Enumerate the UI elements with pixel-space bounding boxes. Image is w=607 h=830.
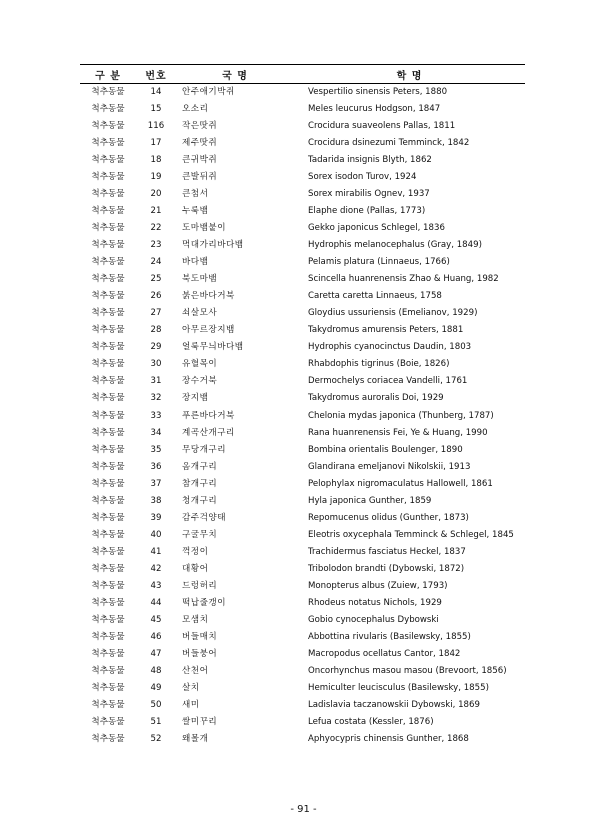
row-scientific-name: Hydrophis melanocephalus (Gray, 1849) [308, 240, 482, 251]
row-number: 29 [150, 342, 162, 353]
table-row [80, 731, 525, 748]
page-number: - 91 - [290, 804, 317, 815]
row-number: 21 [150, 206, 162, 217]
row-number: 52 [150, 733, 162, 744]
table-row [80, 560, 525, 577]
table-row [80, 237, 525, 254]
row-number: 33 [150, 410, 162, 421]
row-category: 척추동물 [91, 648, 125, 659]
row-number: 45 [150, 614, 162, 625]
row-scientific-name: Sorex mirabilis Ognev, 1937 [308, 189, 430, 200]
row-korean-name: 안주애기박쥐 [182, 87, 235, 98]
row-category: 척추동물 [91, 716, 125, 727]
header-scientific-name: 학 명 [294, 65, 525, 84]
row-scientific-name: Rhabdophis tigrinus (Boie, 1826) [308, 359, 450, 370]
row-number: 42 [150, 563, 162, 574]
row-number: 20 [150, 189, 162, 200]
row-scientific-name: Vespertilio sinensis Peters, 1880 [308, 87, 448, 98]
row-category: 척추동물 [91, 172, 125, 183]
row-korean-name: 먹대가리바다뱀 [182, 240, 244, 251]
row-korean-name: 장지뱀 [182, 393, 209, 404]
row-korean-name: 계곡산개구리 [182, 427, 235, 438]
species-table [80, 64, 525, 748]
row-scientific-name: Lefua costata (Kessler, 1876) [308, 716, 434, 727]
row-scientific-name: Takydromus auroralis Doi, 1929 [308, 393, 444, 404]
row-number: 51 [150, 716, 162, 727]
row-number: 35 [150, 444, 162, 455]
table-row [80, 714, 525, 731]
row-korean-name: 얼룩무늬바다뱀 [182, 342, 244, 353]
row-scientific-name: Chelonia mydas japonica (Thunberg, 1787) [308, 410, 494, 421]
row-scientific-name: Caretta caretta Linnaeus, 1758 [308, 291, 442, 302]
row-korean-name: 붉은바다거북 [182, 291, 235, 302]
table-row [80, 577, 525, 594]
table-row [80, 390, 525, 407]
row-category: 척추동물 [91, 274, 125, 285]
table-row [80, 543, 525, 560]
header-korean-name: 국 명 [176, 65, 294, 84]
row-scientific-name: Repomucenus olidus (Gunther, 1873) [308, 512, 469, 523]
row-scientific-name: Gekko japonicus Schlegel, 1836 [308, 223, 445, 234]
row-scientific-name: Meles leucurus Hodgson, 1847 [308, 104, 441, 115]
table-row [80, 424, 525, 441]
row-number: 19 [150, 172, 162, 183]
row-number: 48 [150, 665, 162, 676]
row-number: 40 [150, 529, 162, 540]
table-row [80, 152, 525, 169]
row-category: 척추동물 [91, 257, 125, 268]
row-category: 척추동물 [91, 699, 125, 710]
row-scientific-name: Eleotris oxycephala Temminck & Schlegel, 1845 [308, 529, 514, 540]
row-korean-name: 큰첨서 [182, 189, 209, 200]
table-row [80, 407, 525, 424]
row-category: 척추동물 [91, 733, 125, 744]
row-scientific-name: Rhodeus notatus Nichols, 1929 [308, 597, 442, 608]
row-category: 척추동물 [91, 614, 125, 625]
row-category: 척추동물 [91, 563, 125, 574]
row-korean-name: 제주땃쥐 [182, 138, 218, 149]
row-scientific-name: Scincella huanrenensis Zhao & Huang, 1982 [308, 274, 499, 285]
table-row [80, 203, 525, 220]
row-category: 척추동물 [91, 682, 125, 693]
row-korean-name: 쌀미꾸리 [182, 716, 218, 727]
row-korean-name: 옴개구리 [182, 461, 218, 472]
row-category: 척추동물 [91, 410, 125, 421]
table-row [80, 663, 525, 680]
row-category: 척추동물 [91, 461, 125, 472]
row-category: 척추동물 [91, 376, 125, 387]
row-korean-name: 살치 [182, 682, 200, 693]
row-korean-name: 모샘치 [182, 614, 209, 625]
row-number: 44 [150, 597, 162, 608]
table-row [80, 594, 525, 611]
table-row [80, 611, 525, 628]
row-category: 척추동물 [91, 138, 125, 149]
table-row [80, 646, 525, 663]
row-number: 30 [150, 359, 162, 370]
row-scientific-name: Gobio cynocephalus Dybowski [308, 614, 439, 625]
row-category: 척추동물 [91, 104, 125, 115]
row-category: 척추동물 [91, 512, 125, 523]
row-scientific-name: Dermochelys coriacea Vandelli, 1761 [308, 376, 468, 387]
row-scientific-name: Ladislavia taczanowskii Dybowski, 1869 [308, 699, 480, 710]
row-scientific-name: Hyla japonica Gunther, 1859 [308, 495, 432, 506]
row-category: 척추동물 [91, 631, 125, 642]
row-scientific-name: Trachidermus fasciatus Heckel, 1837 [308, 546, 466, 557]
table-row [80, 373, 525, 390]
row-korean-name: 아무르장지뱀 [182, 325, 235, 336]
row-number: 34 [150, 427, 162, 438]
row-scientific-name: Monopterus albus (Zuiew, 1793) [308, 580, 448, 591]
row-korean-name: 도마뱀붙이 [182, 223, 227, 234]
row-number: 41 [150, 546, 162, 557]
row-category: 척추동물 [91, 580, 125, 591]
row-korean-name: 바다뱀 [182, 257, 209, 268]
row-category: 척추동물 [91, 495, 125, 506]
row-number: 47 [150, 648, 162, 659]
table-row [80, 322, 525, 339]
row-korean-name: 버들매치 [182, 631, 218, 642]
row-category: 척추동물 [91, 393, 125, 404]
row-korean-name: 푸른바다거북 [182, 410, 235, 421]
row-scientific-name: Elaphe dione (Pallas, 1773) [308, 206, 426, 217]
table-row [80, 680, 525, 697]
row-scientific-name: Gloydius ussuriensis (Emelianov, 1929) [308, 308, 478, 319]
row-number: 28 [150, 325, 162, 336]
row-number: 27 [150, 308, 162, 319]
row-scientific-name: Oncorhynchus masou masou (Brevoort, 1856) [308, 665, 507, 676]
row-korean-name: 꺽정이 [182, 546, 209, 557]
row-korean-name: 큰귀박쥐 [182, 155, 218, 166]
row-number: 25 [150, 274, 162, 285]
table-row [80, 526, 525, 543]
row-category: 척추동물 [91, 597, 125, 608]
row-category: 척추동물 [91, 308, 125, 319]
table-row [80, 697, 525, 714]
row-scientific-name: Aphyocypris chinensis Gunther, 1868 [308, 733, 469, 744]
row-korean-name: 산천어 [182, 665, 209, 676]
row-scientific-name: Glandirana emeljanovi Nikolskii, 1913 [308, 461, 471, 472]
row-category: 척추동물 [91, 291, 125, 302]
row-category: 척추동물 [91, 427, 125, 438]
row-number: 31 [150, 376, 162, 387]
row-category: 척추동물 [91, 189, 125, 200]
row-number: 24 [150, 257, 162, 268]
header-number: 번호 [136, 65, 176, 84]
row-scientific-name: Hemiculter leucisculus (Basilewsky, 1855) [308, 682, 489, 693]
row-korean-name: 버들붕어 [182, 648, 218, 659]
row-category: 척추동물 [91, 546, 125, 557]
row-category: 척추동물 [91, 223, 125, 234]
table-row [80, 509, 525, 526]
row-korean-name: 북도마뱀 [182, 274, 218, 285]
table-header [80, 65, 525, 84]
row-korean-name: 대황어 [182, 563, 209, 574]
row-category: 척추동물 [91, 359, 125, 370]
table-row [80, 118, 525, 135]
row-korean-name: 드렁허리 [182, 580, 218, 591]
row-category: 척추동물 [91, 665, 125, 676]
row-korean-name: 구굴무치 [182, 529, 218, 540]
table-row [80, 271, 525, 288]
table-body [80, 84, 525, 748]
row-korean-name: 감주걱양태 [182, 512, 227, 523]
row-number: 50 [150, 699, 162, 710]
table-row [80, 441, 525, 458]
row-scientific-name: Bombina orientalis Boulenger, 1890 [308, 444, 463, 455]
row-korean-name: 장수거북 [182, 376, 218, 387]
row-number: 18 [150, 155, 162, 166]
row-number: 37 [150, 478, 162, 489]
row-number: 39 [150, 512, 162, 523]
row-category: 척추동물 [91, 206, 125, 217]
row-korean-name: 작은땃쥐 [182, 121, 218, 132]
row-category: 척추동물 [91, 478, 125, 489]
row-number: 17 [150, 138, 162, 149]
header-category: 구 분 [80, 65, 136, 84]
row-category: 척추동물 [91, 325, 125, 336]
row-number: 46 [150, 631, 162, 642]
row-korean-name: 누룩뱀 [182, 206, 209, 217]
row-scientific-name: Macropodus ocellatus Cantor, 1842 [308, 648, 461, 659]
row-scientific-name: Crocidura suaveolens Pallas, 1811 [308, 121, 456, 132]
table-row [80, 254, 525, 271]
table-row [80, 135, 525, 152]
table-row [80, 356, 525, 373]
row-number: 32 [150, 393, 162, 404]
row-category: 척추동물 [91, 155, 125, 166]
table-row [80, 305, 525, 322]
row-korean-name: 무당개구리 [182, 444, 227, 455]
row-category: 척추동물 [91, 529, 125, 540]
row-scientific-name: Rana huanrenensis Fei, Ye & Huang, 1990 [308, 427, 488, 438]
row-scientific-name: Pelamis platura (Linnaeus, 1766) [308, 257, 450, 268]
row-number: 26 [150, 291, 162, 302]
table-row [80, 169, 525, 186]
row-number: 15 [150, 104, 162, 115]
row-number: 23 [150, 240, 162, 251]
row-scientific-name: Crocidura dsinezumi Temminck, 1842 [308, 138, 470, 149]
row-category: 척추동물 [91, 240, 125, 251]
row-number: 116 [147, 121, 165, 132]
table-row [80, 492, 525, 509]
row-scientific-name: Tribolodon brandti (Dybowski, 1872) [308, 563, 465, 574]
row-scientific-name: Hydrophis cyanocinctus Daudin, 1803 [308, 342, 472, 353]
row-korean-name: 큰발뒤쥐 [182, 172, 218, 183]
row-scientific-name: Abbottina rivularis (Basilewsky, 1855) [308, 631, 471, 642]
row-number: 38 [150, 495, 162, 506]
row-scientific-name: Pelophylax nigromaculatus Hallowell, 1861 [308, 478, 493, 489]
row-category: 척추동물 [91, 87, 125, 98]
row-number: 22 [150, 223, 162, 234]
row-korean-name: 참개구리 [182, 478, 218, 489]
row-scientific-name: Tadarida insignis Blyth, 1862 [308, 155, 432, 166]
table-row [80, 288, 525, 305]
table-row [80, 84, 525, 102]
table-row [80, 101, 525, 118]
table-row [80, 629, 525, 646]
table-row [80, 186, 525, 203]
table-row [80, 339, 525, 356]
row-number: 43 [150, 580, 162, 591]
row-korean-name: 새미 [182, 699, 200, 710]
row-category: 척추동물 [91, 342, 125, 353]
row-scientific-name: Sorex isodon Turov, 1924 [308, 172, 417, 183]
row-korean-name: 오소리 [182, 104, 209, 115]
table-row [80, 475, 525, 492]
row-category: 척추동물 [91, 121, 125, 132]
row-korean-name: 청개구리 [182, 495, 218, 506]
row-korean-name: 왜몰개 [182, 733, 209, 744]
row-scientific-name: Takydromus amurensis Peters, 1881 [308, 325, 464, 336]
row-category: 척추동물 [91, 444, 125, 455]
row-number: 14 [150, 87, 162, 98]
row-korean-name: 떡납줄갱이 [182, 597, 227, 608]
table-row [80, 458, 525, 475]
row-korean-name: 쇠살모사 [182, 308, 218, 319]
table-row [80, 220, 525, 237]
row-number: 49 [150, 682, 162, 693]
row-korean-name: 유혈목이 [182, 359, 218, 370]
row-number: 36 [150, 461, 162, 472]
